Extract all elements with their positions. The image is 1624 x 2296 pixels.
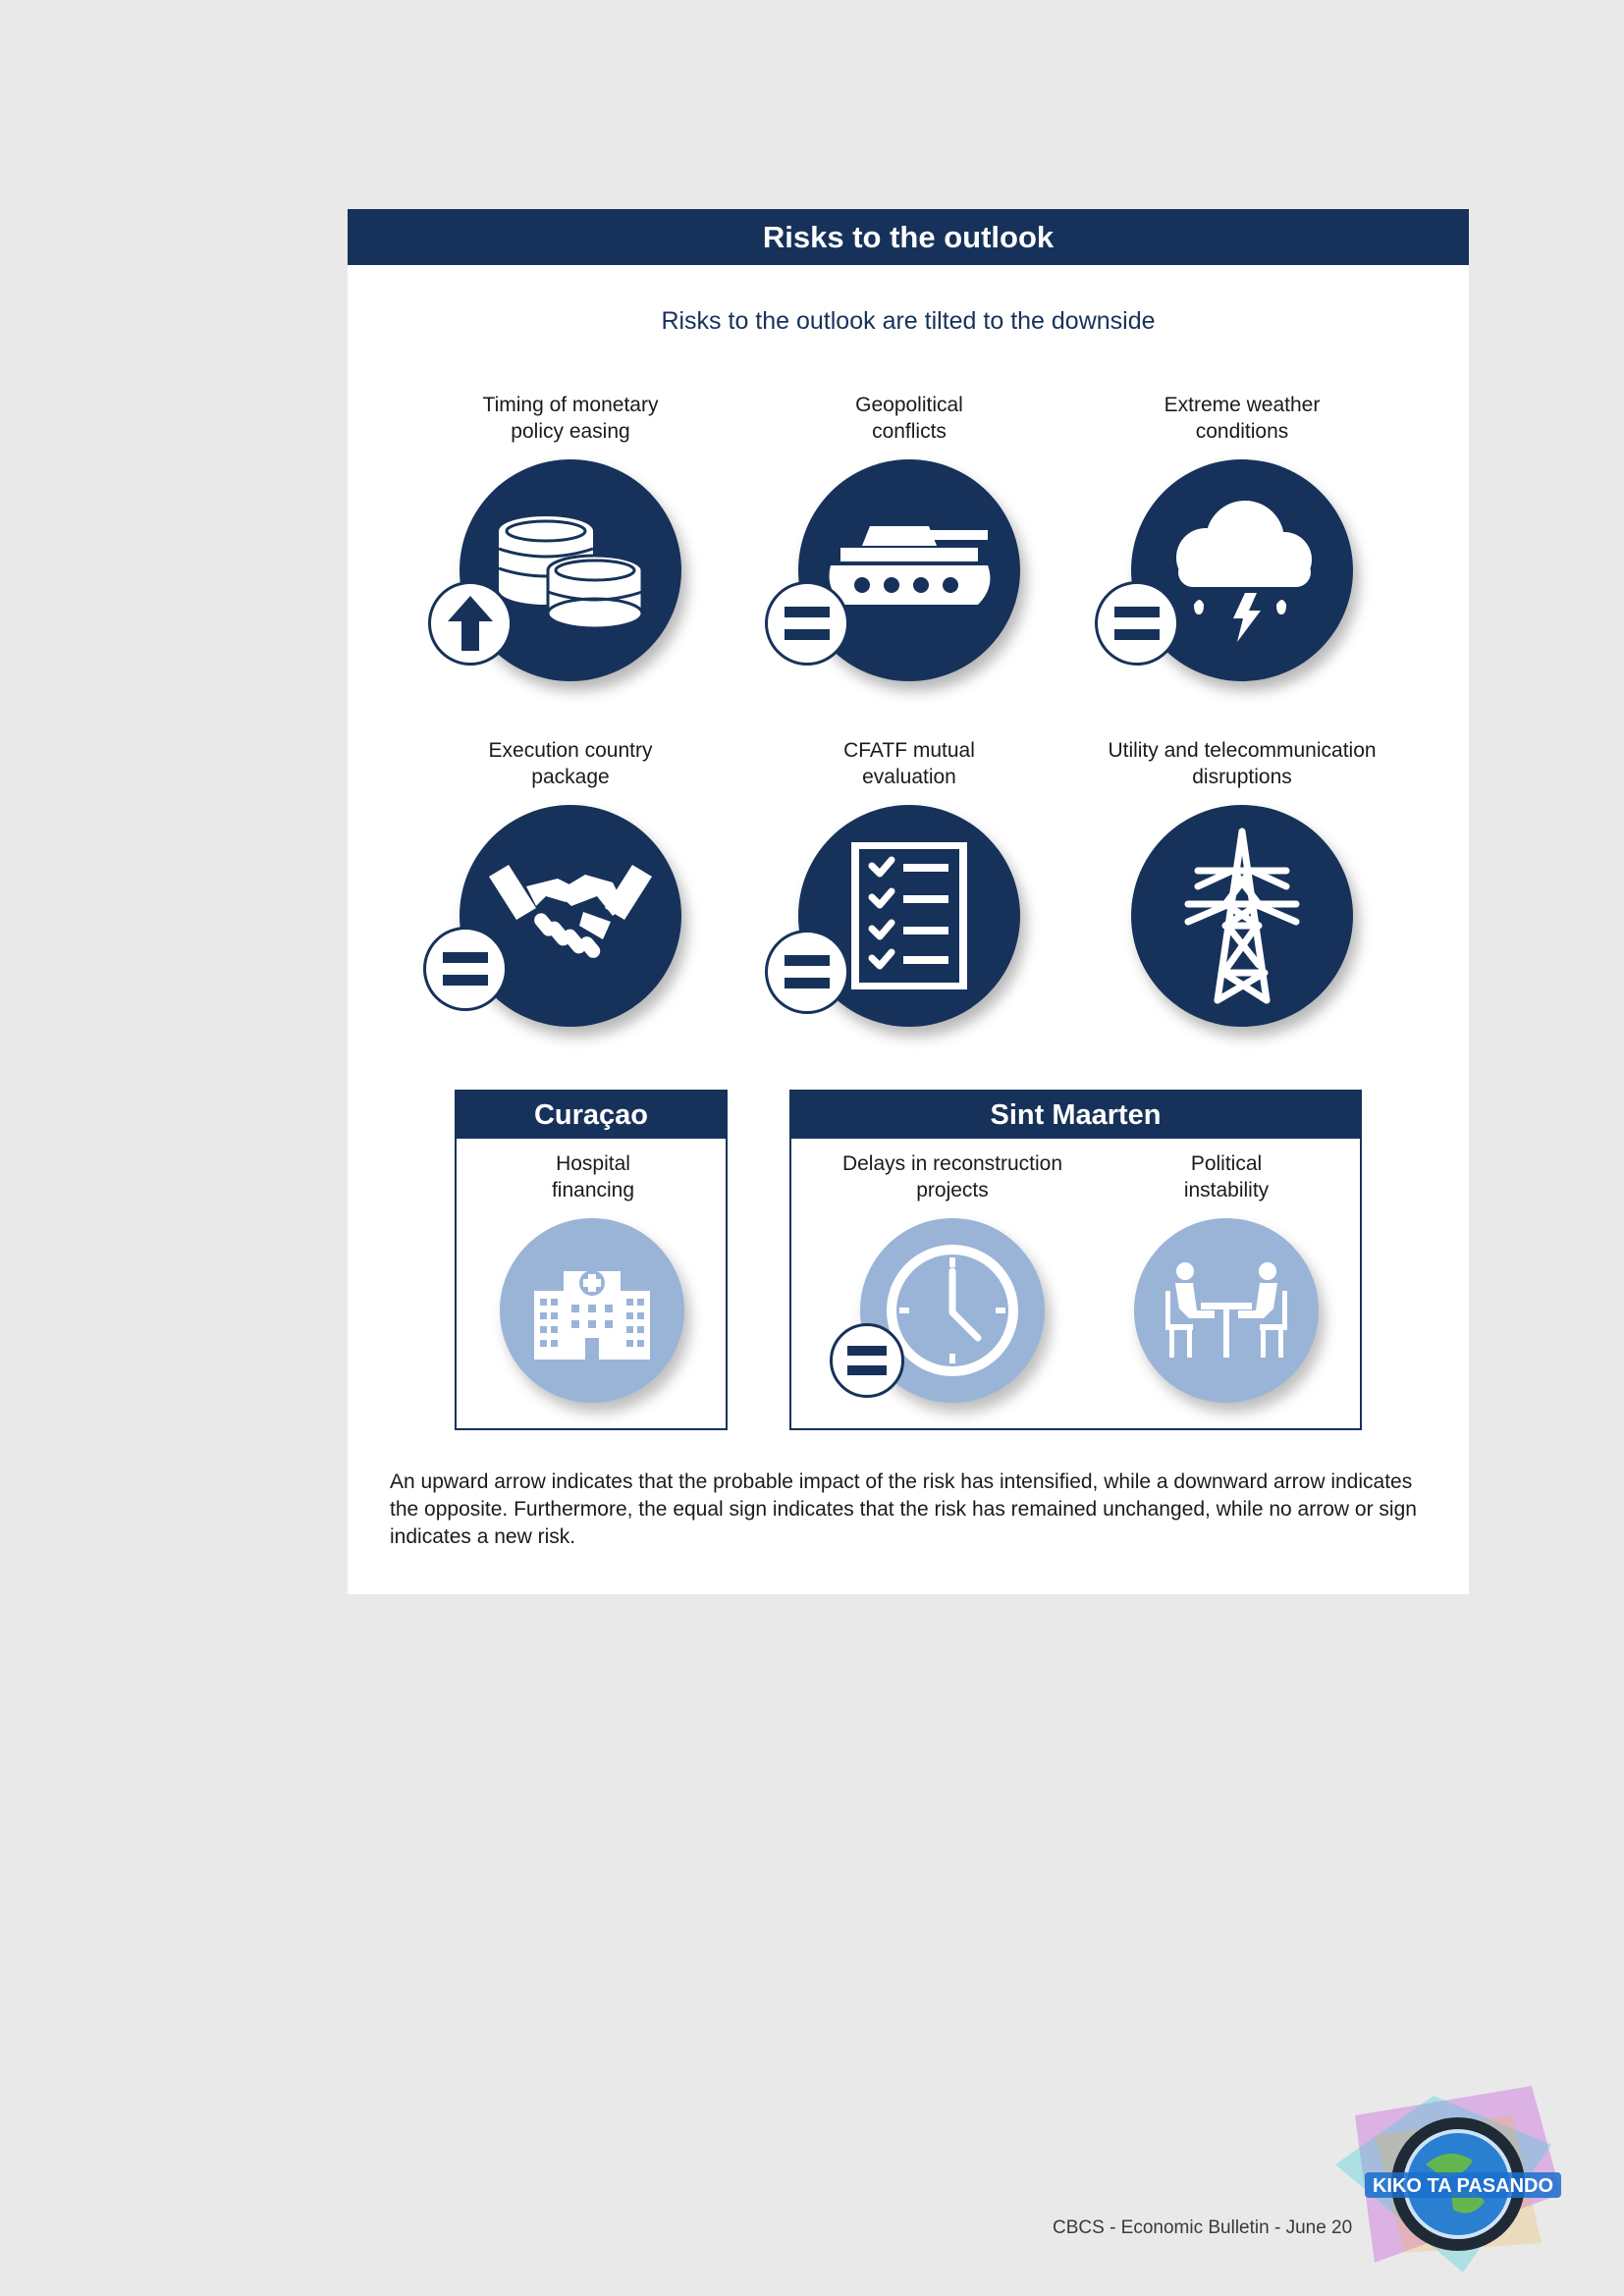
risk-reconstruction-delays: Delays in reconstruction projects [825, 1150, 1080, 1425]
risk-monetary-policy: Timing of monetary policy easing [394, 392, 747, 686]
kiko-ta-pasando-watermark [1316, 2076, 1581, 2282]
hospital-icon [528, 1261, 656, 1360]
watermark-logo-icon [1316, 2076, 1581, 2282]
up-arrow-badge [428, 581, 513, 666]
equal-sign-icon [847, 1346, 887, 1375]
equal-badge [423, 927, 508, 1011]
risk-geopolitical: Geopolitical conflicts [732, 392, 1086, 686]
sint-maarten-box [789, 1090, 1362, 1430]
power-tower-icon [1178, 828, 1306, 1004]
coins-icon [492, 502, 649, 639]
risk-country-package: Execution country package [394, 737, 747, 1032]
sint-maarten-title: Sint Maarten [791, 1092, 1360, 1139]
up-arrow-icon [448, 596, 493, 651]
curacao-title: Curaçao [457, 1092, 726, 1139]
equal-badge [830, 1323, 904, 1398]
svg-text:KIKO TA PASANDO: KIKO TA PASANDO [1372, 2175, 1554, 2197]
legend-note: An upward arrow indicates that the probable impact of the risk has intensified, while a downward arrow indicates the opposite. Furthermore, the equal sign indicates that the risk has remained unchanged, while no arrow or sign indicates a new risk. [390, 1470, 1417, 1548]
equal-sign-icon [785, 955, 830, 988]
equal-badge [765, 930, 849, 1014]
tank-icon [821, 516, 998, 624]
risk-extreme-weather: Extreme weather conditions [1065, 392, 1419, 686]
equal-sign-icon [785, 607, 830, 640]
footer-text: CBCS - Economic Bulletin - June 20 [1053, 2217, 1353, 2238]
risks-panel [348, 209, 1469, 1594]
panel-subtitle: Risks to the outlook are tilted to the downside [661, 307, 1156, 335]
risk-hospital-financing: Hospital financing [465, 1150, 721, 1425]
equal-badge [765, 581, 849, 666]
meeting-table-icon [1158, 1261, 1295, 1360]
equal-sign-icon [443, 952, 488, 986]
panel-title: Risks to the outlook [348, 209, 1469, 265]
checklist-icon [850, 842, 968, 989]
storm-cloud-icon [1159, 497, 1326, 644]
equal-badge [1095, 581, 1179, 666]
equal-sign-icon [1114, 607, 1160, 640]
risk-cfatf: CFATF mutual evaluation [732, 737, 1086, 1032]
handshake-icon [487, 857, 654, 975]
risk-utility-disruptions: Utility and telecommunication disruptions [1065, 737, 1419, 1032]
risk-political-instability: Political instability [1099, 1150, 1354, 1425]
clock-icon [884, 1242, 1021, 1379]
curacao-box [455, 1090, 728, 1430]
